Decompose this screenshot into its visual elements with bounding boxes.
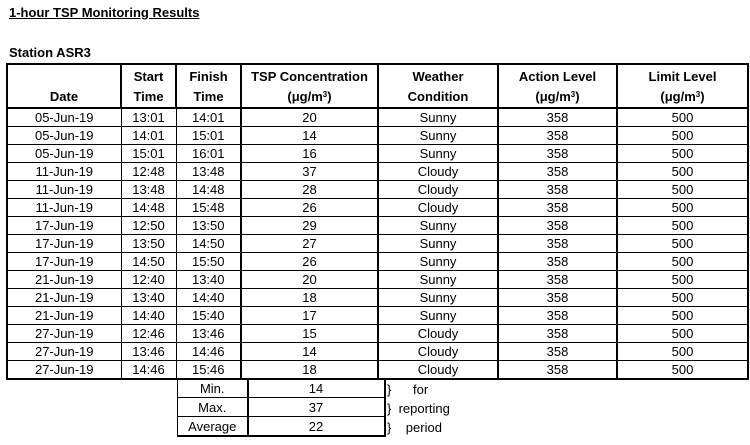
cell-date: 21-Jun-19 bbox=[7, 289, 121, 307]
cell-finish-time: 13:40 bbox=[176, 271, 241, 289]
summary-note-1: } for bbox=[387, 382, 429, 397]
cell-weather: Sunny bbox=[378, 127, 498, 145]
cell-date: 27-Jun-19 bbox=[7, 325, 121, 343]
cell-tsp: 28 bbox=[241, 181, 378, 199]
cell-tsp: 20 bbox=[241, 271, 378, 289]
cell-date: 05-Jun-19 bbox=[7, 145, 121, 163]
cell-finish-time: 14:50 bbox=[176, 235, 241, 253]
cell-tsp: 26 bbox=[241, 253, 378, 271]
cell-action-level: 358 bbox=[498, 289, 617, 307]
summary-row-average bbox=[178, 417, 385, 437]
table-row bbox=[7, 325, 748, 343]
cell-weather: Cloudy bbox=[378, 325, 498, 343]
cell-limit-level: 500 bbox=[617, 199, 748, 217]
cell-weather: Cloudy bbox=[378, 163, 498, 181]
cell-weather: Cloudy bbox=[378, 199, 498, 217]
cell-action-level: 358 bbox=[498, 343, 617, 361]
cell-weather: Sunny bbox=[378, 271, 498, 289]
cell-limit-level: 500 bbox=[617, 108, 748, 127]
cell-action-level: 358 bbox=[498, 325, 617, 343]
cell-start-time: 15:01 bbox=[121, 145, 176, 163]
cell-tsp: 17 bbox=[241, 307, 378, 325]
summary-row-min bbox=[178, 379, 385, 398]
header-weather-condition: Weather Condition bbox=[378, 64, 498, 108]
cell-date: 27-Jun-19 bbox=[7, 343, 121, 361]
cell-tsp: 14 bbox=[241, 343, 378, 361]
cell-action-level: 358 bbox=[498, 199, 617, 217]
cell-weather: Sunny bbox=[378, 108, 498, 127]
cell-finish-time: 13:46 bbox=[176, 325, 241, 343]
cell-action-level: 358 bbox=[498, 127, 617, 145]
cell-limit-level: 500 bbox=[617, 289, 748, 307]
summary-value: 22 bbox=[248, 417, 385, 437]
cell-weather: Sunny bbox=[378, 307, 498, 325]
cell-date: 11-Jun-19 bbox=[7, 199, 121, 217]
table-row bbox=[7, 108, 748, 127]
table-row bbox=[7, 289, 748, 307]
cell-start-time: 14:50 bbox=[121, 253, 176, 271]
cell-finish-time: 15:01 bbox=[176, 127, 241, 145]
cell-date: 21-Jun-19 bbox=[7, 271, 121, 289]
cell-weather: Sunny bbox=[378, 253, 498, 271]
cell-action-level: 358 bbox=[498, 253, 617, 271]
table-row bbox=[7, 361, 748, 380]
summary-value: 37 bbox=[248, 398, 385, 417]
cell-action-level: 358 bbox=[498, 181, 617, 199]
cell-finish-time: 15:50 bbox=[176, 253, 241, 271]
cell-finish-time: 13:48 bbox=[176, 163, 241, 181]
cell-tsp: 16 bbox=[241, 145, 378, 163]
cell-action-level: 358 bbox=[498, 235, 617, 253]
cell-finish-time: 14:48 bbox=[176, 181, 241, 199]
table-row bbox=[7, 163, 748, 181]
cell-limit-level: 500 bbox=[617, 361, 748, 380]
cell-start-time: 14:48 bbox=[121, 199, 176, 217]
cell-start-time: 14:40 bbox=[121, 307, 176, 325]
cell-start-time: 13:01 bbox=[121, 108, 176, 127]
cell-date: 05-Jun-19 bbox=[7, 108, 121, 127]
cell-limit-level: 500 bbox=[617, 343, 748, 361]
cell-date: 17-Jun-19 bbox=[7, 217, 121, 235]
table-row bbox=[7, 271, 748, 289]
header-action-level: Action Level $(\mu g/m^3)$ bbox=[498, 64, 617, 108]
cell-start-time: 12:46 bbox=[121, 325, 176, 343]
cell-finish-time: 15:48 bbox=[176, 199, 241, 217]
cell-weather: Sunny bbox=[378, 217, 498, 235]
table-row bbox=[7, 253, 748, 271]
cell-date: 27-Jun-19 bbox=[7, 361, 121, 380]
cell-limit-level: 500 bbox=[617, 127, 748, 145]
cell-date: 11-Jun-19 bbox=[7, 181, 121, 199]
table-header-row bbox=[7, 64, 748, 108]
cell-weather: Sunny bbox=[378, 145, 498, 163]
cell-finish-time: 14:01 bbox=[176, 108, 241, 127]
cell-action-level: 358 bbox=[498, 271, 617, 289]
summary-value: 14 bbox=[248, 379, 385, 398]
cell-tsp: 18 bbox=[241, 361, 378, 380]
cell-weather: Sunny bbox=[378, 235, 498, 253]
cell-limit-level: 500 bbox=[617, 181, 748, 199]
cell-tsp: 20 bbox=[241, 108, 378, 127]
station-label: Station ASR3 bbox=[9, 45, 91, 60]
cell-start-time: 13:48 bbox=[121, 181, 176, 199]
cell-weather: Cloudy bbox=[378, 343, 498, 361]
cell-finish-time: 14:46 bbox=[176, 343, 241, 361]
header-tsp-concentration: TSP Concentration $(\mu g/m^3)$ bbox=[241, 64, 378, 108]
cell-date: 21-Jun-19 bbox=[7, 307, 121, 325]
header-finish-time: Finish Time bbox=[176, 64, 241, 108]
cell-tsp: 18 bbox=[241, 289, 378, 307]
table-row bbox=[7, 127, 748, 145]
cell-start-time: 12:48 bbox=[121, 163, 176, 181]
cell-start-time: 13:40 bbox=[121, 289, 176, 307]
cell-action-level: 358 bbox=[498, 145, 617, 163]
cell-action-level: 358 bbox=[498, 217, 617, 235]
cell-weather: Cloudy bbox=[378, 181, 498, 199]
page-title: 1-hour TSP Monitoring Results bbox=[9, 5, 200, 20]
cell-finish-time: 16:01 bbox=[176, 145, 241, 163]
cell-start-time: 13:50 bbox=[121, 235, 176, 253]
summary-note-3: } period bbox=[387, 420, 442, 435]
cell-action-level: 358 bbox=[498, 361, 617, 380]
summary-row-max bbox=[178, 398, 385, 417]
cell-start-time: 12:40 bbox=[121, 271, 176, 289]
cell-start-time: 14:01 bbox=[121, 127, 176, 145]
summary-label: Max. bbox=[178, 398, 248, 417]
cell-limit-level: 500 bbox=[617, 253, 748, 271]
cell-tsp: 26 bbox=[241, 199, 378, 217]
summary-table bbox=[177, 379, 386, 437]
cell-tsp: 29 bbox=[241, 217, 378, 235]
table-row bbox=[7, 343, 748, 361]
cell-start-time: 14:46 bbox=[121, 361, 176, 380]
cell-limit-level: 500 bbox=[617, 163, 748, 181]
cell-action-level: 358 bbox=[498, 163, 617, 181]
cell-limit-level: 500 bbox=[617, 307, 748, 325]
cell-limit-level: 500 bbox=[617, 271, 748, 289]
cell-date: 11-Jun-19 bbox=[7, 163, 121, 181]
cell-weather: Sunny bbox=[378, 289, 498, 307]
header-date: Date bbox=[7, 64, 121, 108]
cell-finish-time: 15:46 bbox=[176, 361, 241, 380]
cell-tsp: 27 bbox=[241, 235, 378, 253]
summary-label: Min. bbox=[178, 379, 248, 398]
cell-limit-level: 500 bbox=[617, 145, 748, 163]
cell-date: 17-Jun-19 bbox=[7, 235, 121, 253]
table-row bbox=[7, 145, 748, 163]
table-row bbox=[7, 181, 748, 199]
table-row bbox=[7, 199, 748, 217]
cell-date: 17-Jun-19 bbox=[7, 253, 121, 271]
cell-finish-time: 14:40 bbox=[176, 289, 241, 307]
cell-action-level: 358 bbox=[498, 108, 617, 127]
cell-date: 05-Jun-19 bbox=[7, 127, 121, 145]
summary-label: Average bbox=[178, 417, 248, 437]
cell-tsp: 37 bbox=[241, 163, 378, 181]
cell-tsp: 15 bbox=[241, 325, 378, 343]
table-row bbox=[7, 217, 748, 235]
cell-limit-level: 500 bbox=[617, 235, 748, 253]
cell-finish-time: 13:50 bbox=[176, 217, 241, 235]
table-row bbox=[7, 307, 748, 325]
cell-start-time: 13:46 bbox=[121, 343, 176, 361]
cell-action-level: 358 bbox=[498, 307, 617, 325]
summary-note-2: } reporting bbox=[387, 401, 450, 416]
cell-finish-time: 15:40 bbox=[176, 307, 241, 325]
cell-start-time: 12:50 bbox=[121, 217, 176, 235]
cell-tsp: 14 bbox=[241, 127, 378, 145]
table-row bbox=[7, 235, 748, 253]
cell-limit-level: 500 bbox=[617, 325, 748, 343]
header-start-time: Start Time bbox=[121, 64, 176, 108]
cell-weather: Cloudy bbox=[378, 361, 498, 380]
header-limit-level: Limit Level $(\mu g/m^3)$ bbox=[617, 64, 748, 108]
tsp-results-table bbox=[6, 63, 749, 380]
cell-limit-level: 500 bbox=[617, 217, 748, 235]
